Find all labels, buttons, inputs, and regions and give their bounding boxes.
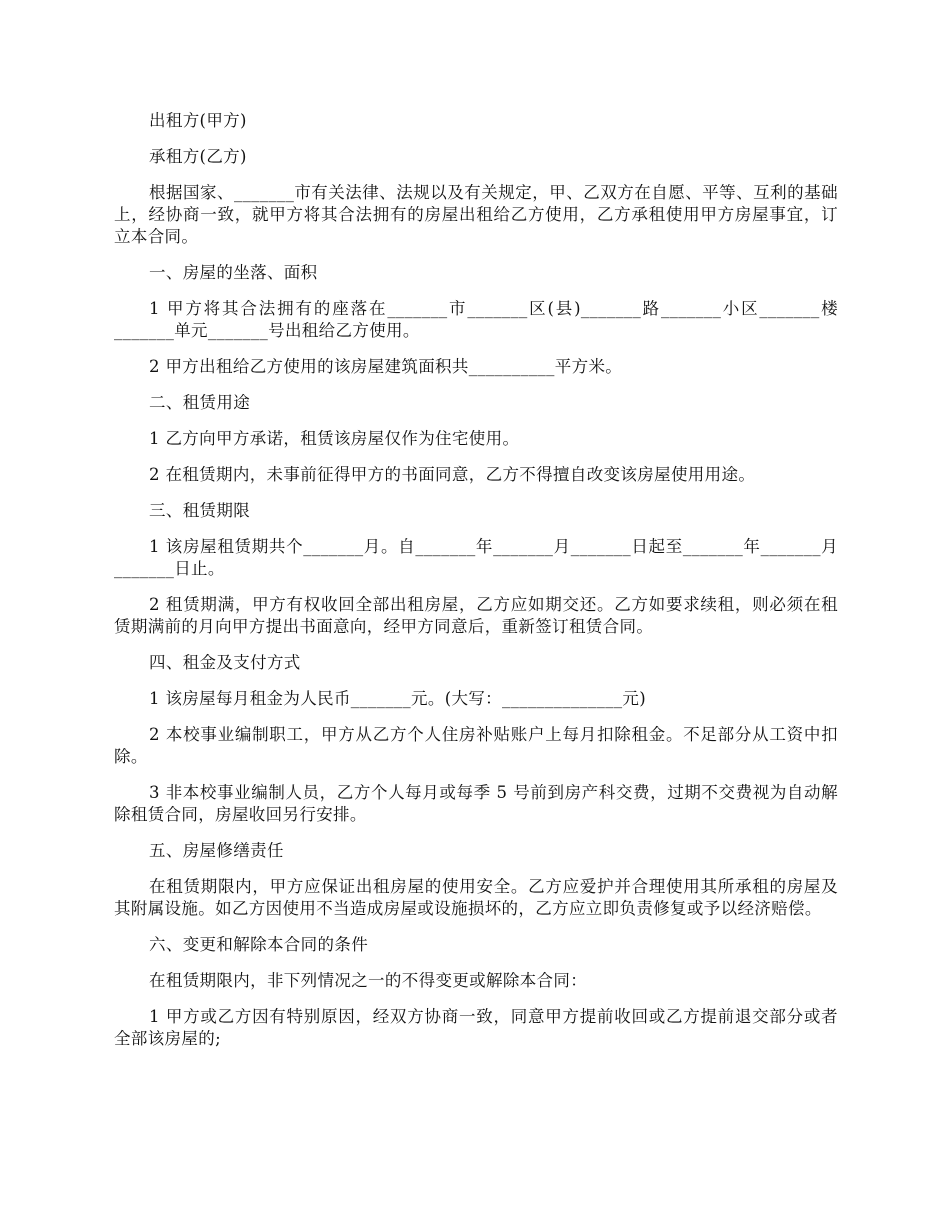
clause-6-1: 1 甲方或乙方因有特别原因，经双方协商一致，同意甲方提前收回或乙方提前退交部分或者全部该房屋的; [114,1007,838,1048]
section-heading-2: 二、租赁用途 [149,393,251,412]
clause-4-2: 2 本校事业编制职工，甲方从乙方个人住房补贴账户上每月扣除租金。不足部分从工资中扣除。 [114,725,838,766]
section-heading-3: 三、租赁期限 [149,501,251,520]
clause-1-1: 1 甲方将其合法拥有的座落在_______市_______区(县)_______路_______小区_______楼_______单元_______号出租给乙方使用。 [114,299,838,340]
clause-3-1: 1 该房屋租赁期共个_______月。自_______年_______月_______日起至_______年_______月_______日止。 [114,537,838,578]
preamble-paragraph: 根据国家、_______市有关法律、法规以及有关规定，甲、乙双方在自愿、平等、互利的基础上，经协商一致，就甲方将其合法拥有的房屋出租给乙方使用，乙方承租使用甲方房屋事宜，订立本合同。 [114,183,838,246]
clause-2-2: 2 在租赁期内，未事前征得甲方的书面同意，乙方不得擅自改变该房屋使用用途。 [149,465,756,484]
party-b-line: 承租方(乙方) [149,147,247,166]
clause-4-1: 1 该房屋每月租金为人民币_______元。(大写：______________元) [149,689,647,708]
clause-5-body: 在租赁期限内，甲方应保证出租房屋的使用安全。乙方应爱护并合理使用其所承租的房屋及其附属设施。如乙方因使用不当造成房屋或设施损坏的，乙方应立即负责修复或予以经济赔偿。 [114,877,838,918]
section-heading-4: 四、租金及支付方式 [149,653,301,672]
document-page [114,110,838,1064]
clause-3-2: 2 租赁期满，甲方有权收回全部出租房屋，乙方应如期交还。乙方如要求续租，则必须在租赁期满前的月向甲方提出书面意向，经甲方同意后，重新签订租赁合同。 [114,595,838,636]
clause-1-2: 2 甲方出租给乙方使用的该房屋建筑面积共__________平方米。 [149,357,623,376]
clause-2-1: 1 乙方向甲方承诺，租赁该房屋仅作为住宅使用。 [149,429,520,448]
party-a-line: 出租方(甲方) [149,111,247,130]
clause-6-intro: 在租赁期限内，非下列情况之一的不得变更或解除本合同： [149,971,588,990]
section-heading-5: 五、房屋修缮责任 [149,841,284,860]
section-heading-1: 一、房屋的坐落、面积 [149,263,318,282]
section-heading-6: 六、变更和解除本合同的条件 [149,935,369,954]
clause-4-3: 3 非本校事业编制人员，乙方个人每月或每季 5 号前到房产科交费，过期不交费视为自动解除租赁合同，房屋收回另行安排。 [114,783,838,824]
